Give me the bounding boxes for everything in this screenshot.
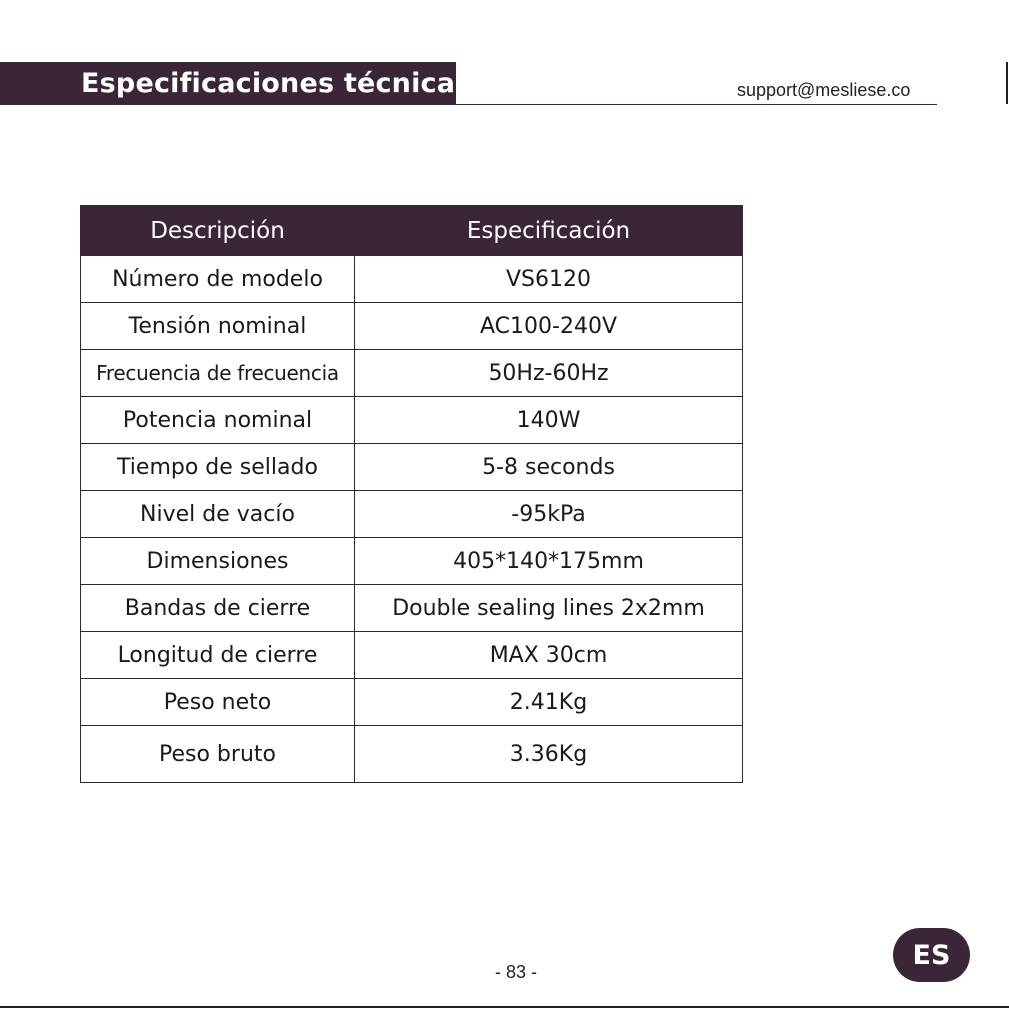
table-row — [81, 726, 743, 783]
row-specification: AC100-240V — [355, 303, 743, 350]
title-banner — [0, 62, 472, 105]
column-header-specification: Especificación — [355, 206, 743, 256]
specifications-table — [80, 205, 743, 783]
table-header-row — [81, 206, 743, 256]
row-specification: 5-8 seconds — [355, 444, 743, 491]
page-title: Especificaciones técnicas — [81, 68, 472, 99]
row-description: Número de modelo — [81, 256, 355, 303]
row-specification: VS6120 — [355, 256, 743, 303]
column-header-description: Descripción — [81, 206, 355, 256]
row-specification: 3.36Kg — [355, 726, 743, 783]
footer-divider — [0, 1006, 1009, 1008]
row-specification: 140W — [355, 397, 743, 444]
row-description: Frecuencia de frecuencia — [81, 350, 355, 397]
edge-marker — [1006, 62, 1008, 104]
row-specification: Double sealing lines 2x2mm — [355, 585, 743, 632]
table-row — [81, 679, 743, 726]
row-specification: -95kPa — [355, 491, 743, 538]
table-row — [81, 256, 743, 303]
table-row — [81, 397, 743, 444]
row-description: Longitud de cierre — [81, 632, 355, 679]
row-description: Dimensiones — [81, 538, 355, 585]
table-row — [81, 350, 743, 397]
row-description: Nivel de vacío — [81, 491, 355, 538]
row-specification: 50Hz-60Hz — [355, 350, 743, 397]
header-divider — [456, 104, 937, 105]
table-row — [81, 538, 743, 585]
row-specification: 2.41Kg — [355, 679, 743, 726]
page-number: - 83 - — [494, 962, 537, 982]
table-row — [81, 303, 743, 350]
table-row — [81, 491, 743, 538]
row-specification: 405*140*175mm — [355, 538, 743, 585]
row-description: Tiempo de sellado — [81, 444, 355, 491]
row-specification: MAX 30cm — [355, 632, 743, 679]
table-row — [81, 585, 743, 632]
row-description: Peso bruto — [81, 726, 355, 783]
row-description: Potencia nominal — [81, 397, 355, 444]
row-description: Peso neto — [81, 679, 355, 726]
row-description: Tensión nominal — [81, 303, 355, 350]
table-row — [81, 444, 743, 491]
row-description: Bandas de cierre — [81, 585, 355, 632]
support-email: support@mesliese.co — [737, 80, 911, 100]
language-badge: ES — [893, 928, 970, 982]
table-row — [81, 632, 743, 679]
